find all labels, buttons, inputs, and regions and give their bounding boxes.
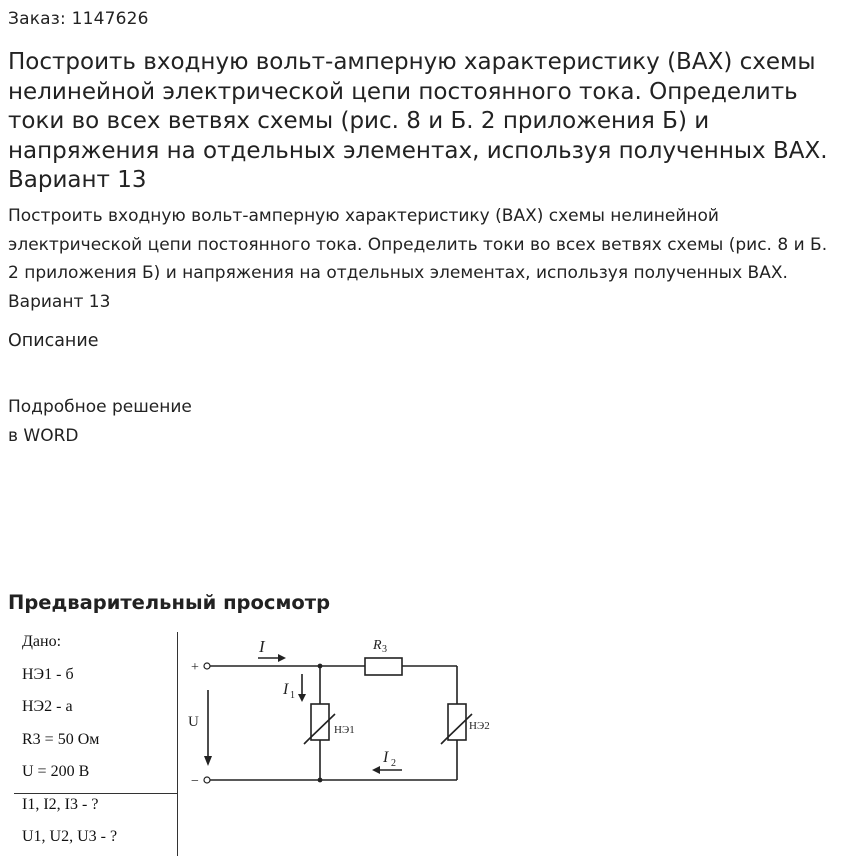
i1-arrowhead <box>298 694 306 702</box>
r3-resistor <box>365 658 402 675</box>
given-r3: R3 = 50 Ом <box>22 731 100 748</box>
find-voltages: U1, U2, U3 - ? <box>22 828 118 845</box>
circuit-diagram <box>180 628 500 858</box>
i1-label: I <box>283 681 289 698</box>
given-u: U = 200 В <box>22 763 90 780</box>
given-heading: Дано: <box>22 633 62 650</box>
given-ne2: НЭ2 - а <box>22 698 73 715</box>
terminal-plus <box>204 663 210 669</box>
terminal-minus <box>204 777 210 783</box>
i-arrowhead <box>278 654 286 662</box>
ne2-label: НЭ2 <box>469 720 490 732</box>
i2-sub: 2 <box>391 758 396 769</box>
description-text: Построить входную вольт-амперную характеристику (ВАХ) схемы нелинейной электрической цепи постоянного тока. Определить токи во всех ветвях схемы (рис. 8 и Б. 2 приложения Б) и напряжения на отдельных элементах, используя полученных ВАХ. Вариант 13 <box>8 206 828 312</box>
find-currents: I1, I2, I3 - ? <box>22 796 99 813</box>
ne1-label: НЭ1 <box>334 724 355 736</box>
given-block <box>14 628 178 858</box>
solution-format <box>8 393 192 451</box>
i-label: I <box>259 637 265 656</box>
plus-sign: + <box>191 660 199 675</box>
solution-line-2: в WORD <box>8 426 79 446</box>
node-bottom <box>318 778 323 783</box>
i2-label: I <box>383 749 389 766</box>
minus-sign: − <box>191 774 199 789</box>
i1-sub: 1 <box>290 690 295 701</box>
preview-heading: Предварительный просмотр <box>8 591 331 614</box>
order-number: Заказ: 1147626 <box>8 9 149 29</box>
r3-label: R <box>373 638 382 653</box>
u-label: U <box>188 714 199 730</box>
solution-line-1: Подробное решение <box>8 397 192 417</box>
node-top <box>318 664 323 669</box>
r3-sub: 3 <box>382 644 387 655</box>
i2-arrowhead <box>372 766 380 774</box>
given-divider-vertical <box>177 632 178 856</box>
given-divider-horizontal <box>14 793 177 794</box>
given-ne1: НЭ1 - б <box>22 666 74 683</box>
page-title: Построить входную вольт-амперную характеристику (ВАХ) схемы нелинейной электрической цепи постоянного тока. Определить токи во всех ветвях схемы (рис. 8 и Б. 2 приложения Б) и напряжения на отдельных элементах, используя полученных ВАХ. Вариант 13 <box>8 49 828 193</box>
description-label: Описание <box>8 331 99 351</box>
u-arrowhead <box>204 756 212 766</box>
